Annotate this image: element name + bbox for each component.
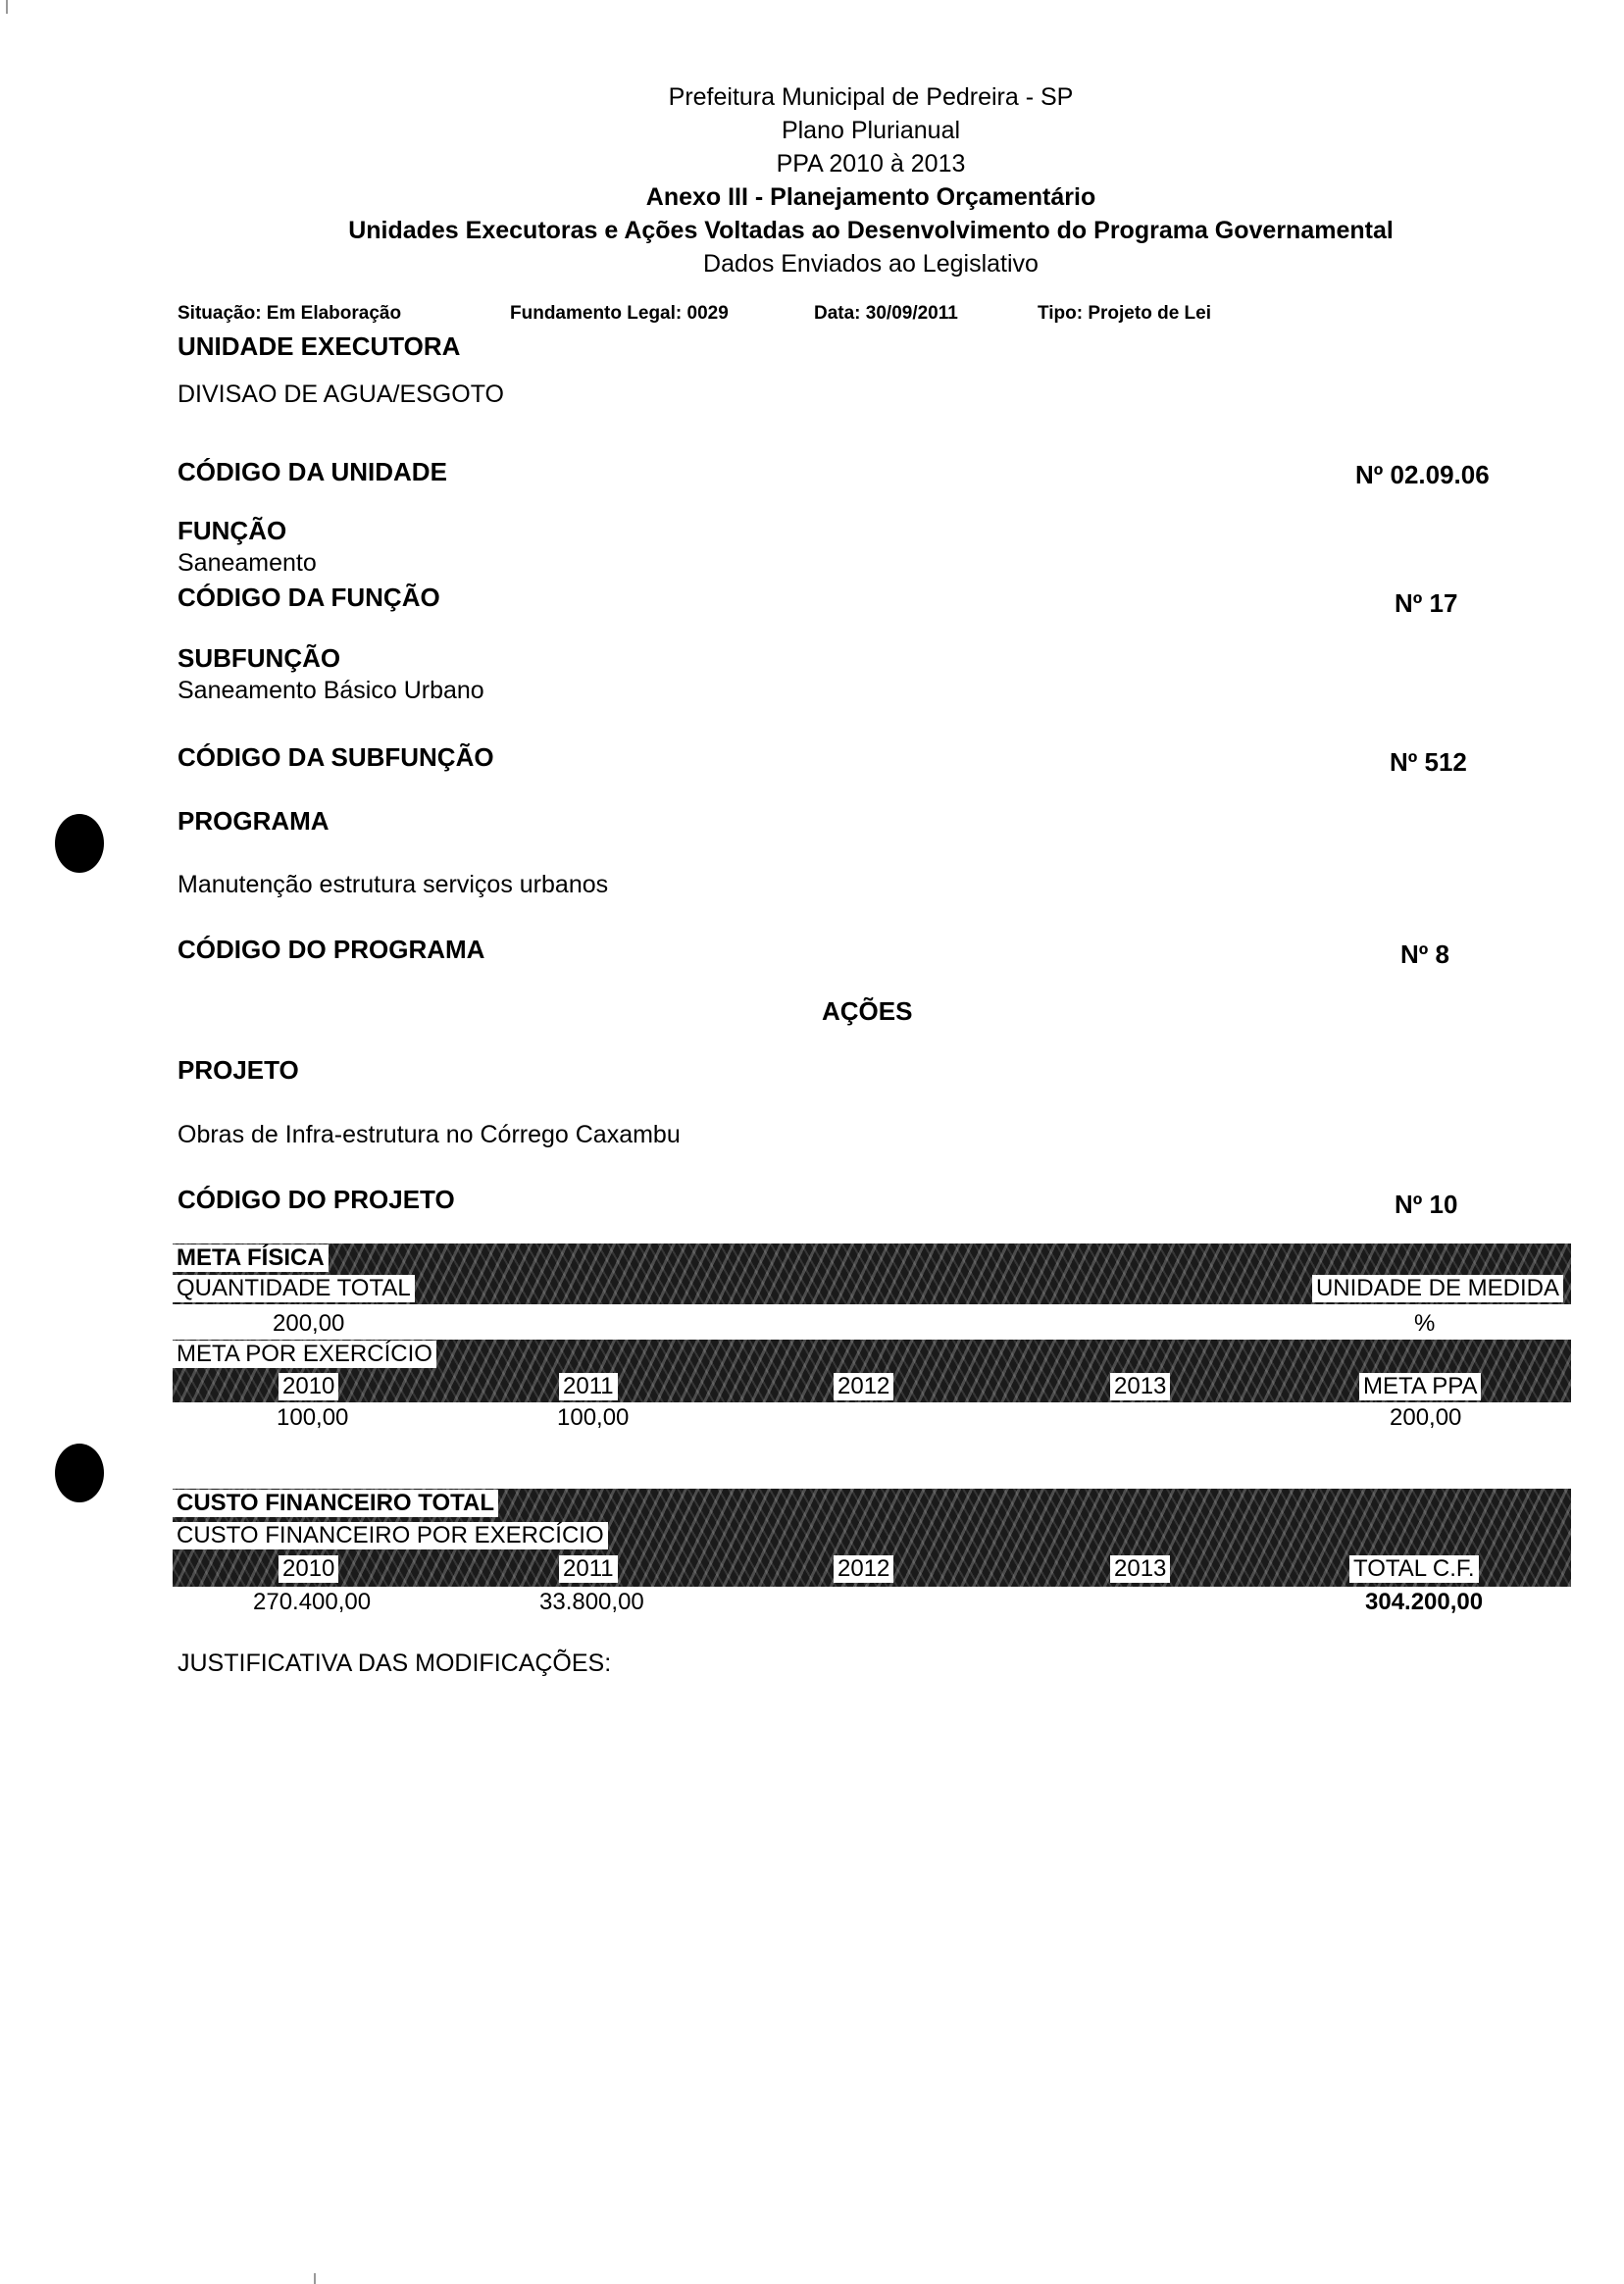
custo-value-2010: 270.400,00	[253, 1589, 372, 1615]
codigo-subfuncao: Nº 512	[1390, 747, 1467, 777]
custo-year-2011: 2011	[559, 1555, 618, 1583]
scan-mark	[6, 0, 8, 14]
meta-exercicio-label: META POR EXERCÍCIO	[173, 1341, 436, 1368]
custo-value-2011: 33.800,00	[539, 1589, 644, 1615]
quantidade-total-label: QUANTIDADE TOTAL	[173, 1275, 415, 1302]
meta-exercicio-band	[173, 1340, 1571, 1402]
custo-year-2012: 2012	[834, 1555, 893, 1583]
custo-total-title: CUSTO FINANCEIRO TOTAL	[173, 1490, 498, 1517]
custo-exercicio-label: CUSTO FINANCEIRO POR EXERCÍCIO	[173, 1522, 608, 1549]
header-line-5: Unidades Executoras e Ações Voltadas ao Desenvolvimento do Programa Governamental	[348, 217, 1394, 244]
punch-hole-bottom	[55, 1444, 104, 1502]
meta-value-2010: 100,00	[277, 1404, 349, 1431]
meta-year-2013: 2013	[1110, 1373, 1170, 1400]
unidade-value: DIVISAO DE AGUA/ESGOTO	[178, 381, 504, 408]
codigo-subfuncao-label: CÓDIGO DA SUBFUNÇÃO	[178, 742, 494, 772]
meta-fisica-band	[173, 1244, 1571, 1304]
acoes-title: AÇÕES	[822, 996, 913, 1026]
codigo-funcao-label: CÓDIGO DA FUNÇÃO	[178, 583, 440, 612]
unidade-medida: %	[1414, 1310, 1436, 1337]
header-line-6: Dados Enviados ao Legislativo	[703, 250, 1039, 278]
custo-band	[173, 1489, 1571, 1587]
meta-fisica-title: META FÍSICA	[173, 1244, 329, 1272]
meta-year-2010: 2010	[279, 1373, 338, 1400]
quantidade-total: 200,00	[273, 1310, 345, 1337]
codigo-programa-label: CÓDIGO DO PROGRAMA	[178, 935, 485, 964]
status-situacao: Situação: Em Elaboração	[178, 303, 402, 324]
scan-mark-bottom	[314, 2273, 316, 2284]
status-tipo: Tipo: Projeto de Lei	[1038, 303, 1211, 324]
codigo-projeto: Nº 10	[1395, 1190, 1458, 1219]
meta-year-2012: 2012	[834, 1373, 893, 1400]
programa-value: Manutenção estrutura serviços urbanos	[178, 871, 609, 898]
meta-value-2011: 100,00	[557, 1404, 630, 1431]
unidade-label: UNIDADE EXECUTORA	[178, 331, 461, 361]
subfuncao-label: SUBFUNÇÃO	[178, 643, 341, 673]
total-cf-label: TOTAL C.F.	[1349, 1555, 1479, 1583]
codigo-programa: Nº 8	[1400, 939, 1449, 969]
projeto-label: PROJETO	[178, 1055, 299, 1085]
meta-ppa-label: META PPA	[1359, 1373, 1481, 1400]
subfuncao-value: Saneamento Básico Urbano	[178, 677, 484, 704]
codigo-unidade-label: CÓDIGO DA UNIDADE	[178, 457, 447, 486]
funcao-label: FUNÇÃO	[178, 516, 287, 545]
programa-label: PROGRAMA	[178, 806, 330, 836]
custo-year-2013: 2013	[1110, 1555, 1170, 1583]
unidade-medida-label: UNIDADE DE MEDIDA	[1312, 1275, 1563, 1302]
meta-year-2011: 2011	[559, 1373, 618, 1400]
status-fundamento: Fundamento Legal: 0029	[510, 303, 729, 324]
punch-hole-top	[55, 814, 104, 873]
codigo-unidade: Nº 02.09.06	[1355, 460, 1490, 489]
projeto-value: Obras de Infra-estrutura no Córrego Caxambu	[178, 1121, 681, 1148]
total-cf: 304.200,00	[1365, 1589, 1484, 1615]
codigo-projeto-label: CÓDIGO DO PROJETO	[178, 1185, 455, 1214]
header-line-1: Prefeitura Municipal de Pedreira - SP	[668, 83, 1074, 111]
header-line-2: Plano Plurianual	[781, 117, 961, 144]
header-line-3: PPA 2010 à 2013	[776, 150, 966, 178]
funcao-value: Saneamento	[178, 549, 317, 577]
custo-year-2010: 2010	[279, 1555, 338, 1583]
codigo-funcao: Nº 17	[1395, 588, 1458, 618]
meta-ppa: 200,00	[1390, 1404, 1462, 1431]
justificativa-label: JUSTIFICATIVA DAS MODIFICAÇÕES:	[178, 1650, 612, 1677]
status-data: Data: 30/09/2011	[814, 303, 958, 324]
header-line-4: Anexo III - Planejamento Orçamentário	[645, 183, 1096, 211]
